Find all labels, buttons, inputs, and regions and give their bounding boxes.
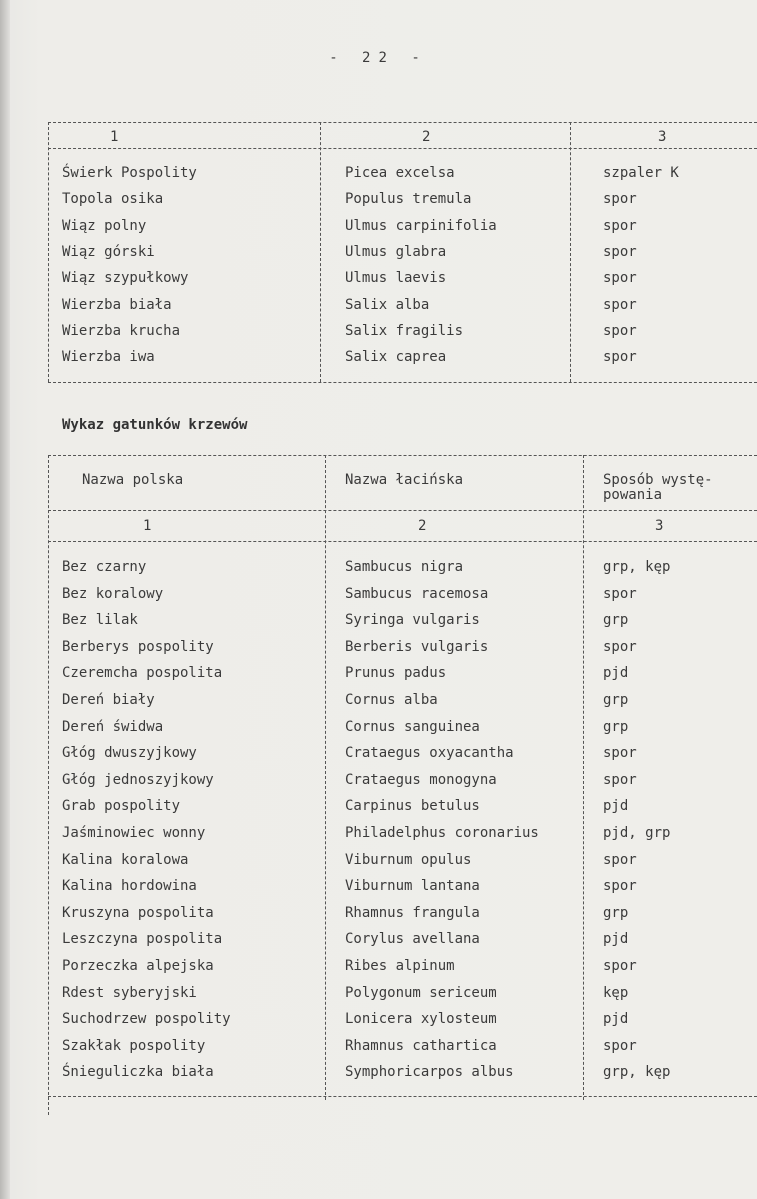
latin-name-cell: Populus tremula	[345, 191, 472, 208]
polish-name-cell: Suchodrzew pospolity	[62, 1011, 231, 1028]
polish-name-cell: Bez lilak	[62, 612, 138, 629]
latin-name-cell: Lonicera xylosteum	[345, 1011, 497, 1028]
polish-name-cell: Śnieguliczka biała	[62, 1064, 214, 1081]
polish-name-cell: Leszczyna pospolita	[62, 931, 223, 948]
polish-name-cell: Wierzba biała	[62, 296, 172, 313]
polish-name-cell: Kalina koralowa	[62, 851, 189, 868]
latin-name-cell: Ulmus carpinifolia	[345, 217, 497, 234]
latin-name-cell: Rhamnus frangula	[345, 904, 480, 921]
column-divider	[325, 455, 326, 1100]
occurrence-cell: pjd	[603, 1011, 629, 1028]
latin-name-cell: Cornus alba	[345, 692, 438, 708]
column-number-1: 1	[110, 129, 119, 145]
polish-name-cell: Rdest syberyjski	[62, 984, 197, 1001]
occurrence-cell: spor	[603, 296, 637, 313]
occurrence-cell: grp	[603, 692, 629, 708]
column-number-3: 3	[658, 129, 667, 145]
occurrence-cell: grp	[603, 718, 629, 735]
polish-name-cell: Wierzba iwa	[62, 349, 155, 366]
occurrence-cell: grp	[603, 612, 629, 629]
latin-name-cell: Ribes alpinum	[345, 958, 455, 974]
latin-name-cell: Sambucus nigra	[345, 559, 464, 575]
occurrence-cell: spor	[603, 878, 637, 895]
latin-name-cell: Corylus avellana	[345, 931, 480, 948]
latin-name-cell: Picea excelsa	[345, 165, 455, 181]
polish-name-cell: Wierzba krucha	[62, 322, 181, 339]
column-divider	[583, 455, 584, 1100]
occurrence-cell: spor	[603, 322, 637, 339]
polish-name-cell: Porzeczka alpejska	[62, 958, 214, 974]
latin-name-cell: Sambucus racemosa	[345, 585, 489, 602]
occurrence-cell: spor	[603, 771, 637, 788]
occurrence-cell: grp	[603, 904, 629, 921]
polish-name-cell: Topola osika	[62, 191, 164, 208]
polish-name-cell: Bez czarny	[62, 559, 147, 575]
occurrence-cell: spor	[603, 851, 637, 868]
polish-name-cell: Kruszyna pospolita	[62, 904, 214, 921]
section-title: Wykaz gatunków krzewów	[62, 417, 248, 433]
occurrence-cell: pjd	[603, 665, 629, 682]
latin-name-cell: Cornus sanguinea	[345, 718, 480, 735]
table-border-top	[48, 455, 757, 456]
polish-name-cell: Wiąz szypułkowy	[62, 270, 189, 287]
polish-name-cell: Kalina hordowina	[62, 878, 197, 895]
latin-name-cell: Crataegus monogyna	[345, 771, 497, 788]
polish-name-cell: Głóg dwuszyjkowy	[62, 745, 197, 762]
header-occurrence-line1: Sposób wystę-	[603, 472, 713, 488]
polish-name-cell: Jaśminowiec wonny	[62, 825, 206, 841]
latin-name-cell: Ulmus laevis	[345, 270, 447, 287]
column-number-3: 3	[655, 518, 664, 534]
occurrence-cell: grp, kęp	[603, 559, 671, 575]
occurrence-cell: spor	[603, 1037, 637, 1054]
occurrence-cell: spor	[603, 243, 637, 260]
polish-name-cell: Czeremcha pospolita	[62, 665, 223, 682]
latin-name-cell: Prunus padus	[345, 665, 447, 682]
occurrence-cell: szpaler K	[603, 165, 679, 181]
table-border-bottom	[48, 1096, 757, 1097]
occurrence-cell: spor	[603, 349, 637, 366]
occurrence-cell: spor	[603, 585, 637, 602]
polish-name-cell: Wiąz polny	[62, 217, 147, 234]
latin-name-cell: Philadelphus coronarius	[345, 825, 539, 841]
latin-name-cell: Syringa vulgaris	[345, 612, 480, 629]
page-number: - 22 -	[329, 50, 428, 66]
latin-name-cell: Salix alba	[345, 296, 430, 313]
latin-name-cell: Salix caprea	[345, 349, 447, 366]
latin-name-cell: Crataegus oxyacantha	[345, 745, 514, 762]
polish-name-cell: Wiąz górski	[62, 243, 155, 260]
latin-name-cell: Salix fragilis	[345, 322, 464, 339]
occurrence-cell: spor	[603, 191, 637, 208]
latin-name-cell: Viburnum opulus	[345, 851, 472, 868]
latin-name-cell: Carpinus betulus	[345, 798, 480, 815]
header-latin-name: Nazwa łacińska	[345, 472, 464, 488]
polish-name-cell: Świerk Pospolity	[62, 165, 197, 181]
table-header-separator	[48, 510, 757, 511]
latin-name-cell: Berberis vulgaris	[345, 638, 489, 655]
latin-name-cell: Viburnum lantana	[345, 878, 480, 895]
latin-name-cell: Rhamnus cathartica	[345, 1037, 497, 1054]
occurrence-cell: spor	[603, 958, 637, 974]
column-number-1: 1	[143, 518, 152, 534]
polish-name-cell: Bez koralowy	[62, 585, 164, 602]
occurrence-cell: pjd	[603, 931, 629, 948]
polish-name-cell: Grab pospolity	[62, 798, 181, 815]
occurrence-cell: spor	[603, 638, 637, 655]
table-number-separator	[48, 541, 757, 542]
polish-name-cell: Głóg jednoszyjkowy	[62, 771, 214, 788]
latin-name-cell: Symphoricarpos albus	[345, 1064, 514, 1081]
latin-name-cell: Polygonum sericeum	[345, 984, 497, 1001]
occurrence-cell: kęp	[603, 984, 629, 1001]
polish-name-cell: Szakłak pospolity	[62, 1037, 206, 1054]
column-number-2: 2	[418, 518, 427, 534]
polish-name-cell: Berberys pospolity	[62, 638, 214, 655]
header-polish-name: Nazwa polska	[82, 472, 184, 488]
occurrence-cell: spor	[603, 217, 637, 234]
polish-name-cell: Dereń świdwa	[62, 718, 164, 735]
table-border-left	[48, 455, 49, 1115]
latin-name-cell: Ulmus glabra	[345, 243, 447, 260]
header-occurrence-line2: powania	[603, 487, 663, 503]
occurrence-cell: grp, kęp	[603, 1064, 671, 1081]
occurrence-cell: pjd	[603, 798, 629, 815]
column-number-2: 2	[422, 129, 431, 145]
polish-name-cell: Dereń biały	[62, 692, 155, 708]
occurrence-cell: pjd, grp	[603, 825, 671, 841]
occurrence-cell: spor	[603, 745, 637, 762]
occurrence-cell: spor	[603, 270, 637, 287]
